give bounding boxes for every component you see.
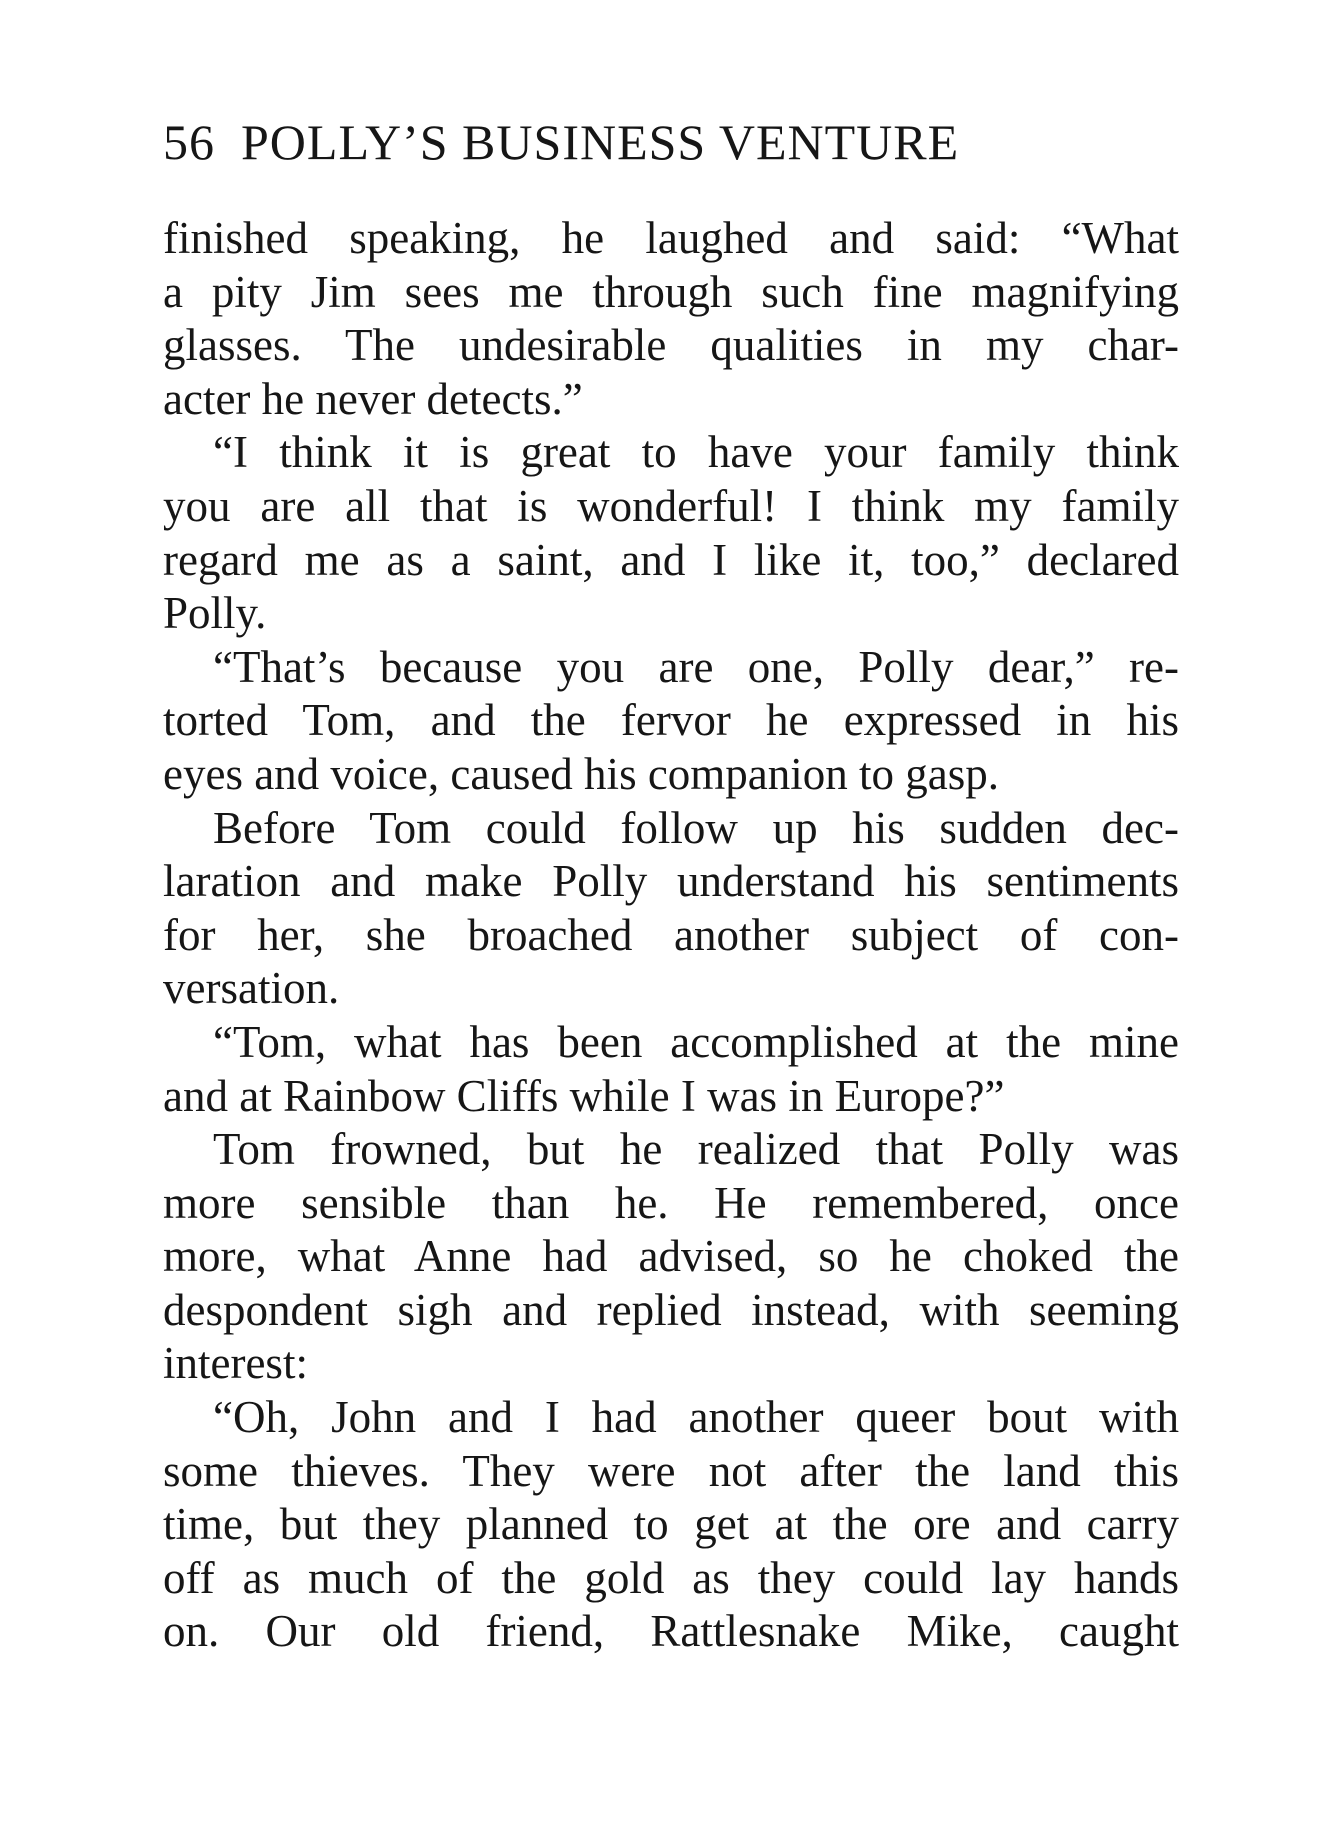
text-line: a pity Jim sees me through such fine magnifying <box>163 266 1179 317</box>
body-text <box>163 212 1179 1659</box>
text-line: on. Our old friend, Rattlesnake Mike, caught <box>163 1606 1179 1657</box>
book-title: POLLY’S BUSINESS VENTURE <box>241 114 960 170</box>
text-line: Tom frowned, but he realized that Polly was <box>213 1124 1179 1175</box>
running-head <box>163 112 959 172</box>
text-line: “Tom, what has been accomplished at the mine <box>213 1016 1179 1067</box>
text-line: regard me as a saint, and I like it, too,” declared <box>163 534 1179 585</box>
text-line: “I think it is great to have your family think <box>213 427 1179 478</box>
text-line: “Oh, John and I had another queer bout with <box>213 1392 1179 1443</box>
text-line: laration and make Polly understand his sentiments <box>163 856 1179 907</box>
text-line: torted Tom, and the fervor he expressed in his <box>163 695 1179 746</box>
text-line: Polly. <box>163 588 267 639</box>
text-line: finished speaking, he laughed and said: “What <box>163 213 1179 263</box>
text-line: eyes and voice, caused his companion to gasp. <box>163 748 1000 799</box>
text-line: some thieves. They were not after the land this <box>163 1445 1179 1496</box>
text-line: more, what Anne had advised, so he choked the <box>163 1231 1179 1282</box>
text-line: “That’s because you are one, Polly dear,” re- <box>213 641 1179 692</box>
text-line: despondent sigh and replied instead, with seeming <box>163 1284 1179 1335</box>
text-line: more sensible than he. He remembered, once <box>163 1177 1179 1228</box>
text-line: acter he never detects.” <box>163 373 583 424</box>
text-line: interest: <box>163 1338 308 1389</box>
text-line: you are all that is wonderful! I think my family <box>163 480 1179 531</box>
text-line: for her, she broached another subject of con- <box>163 909 1179 960</box>
text-line: time, but they planned to get at the ore and carry <box>163 1499 1179 1550</box>
text-line: glasses. The undesirable qualities in my char- <box>163 320 1179 371</box>
text-line: Before Tom could follow up his sudden dec- <box>213 802 1179 853</box>
text-line: versation. <box>163 963 340 1014</box>
page-number: 56 <box>163 114 215 170</box>
text-line: off as much of the gold as they could lay hands <box>163 1552 1179 1603</box>
text-line: and at Rainbow Cliffs while I was in Europe?” <box>163 1070 1005 1121</box>
